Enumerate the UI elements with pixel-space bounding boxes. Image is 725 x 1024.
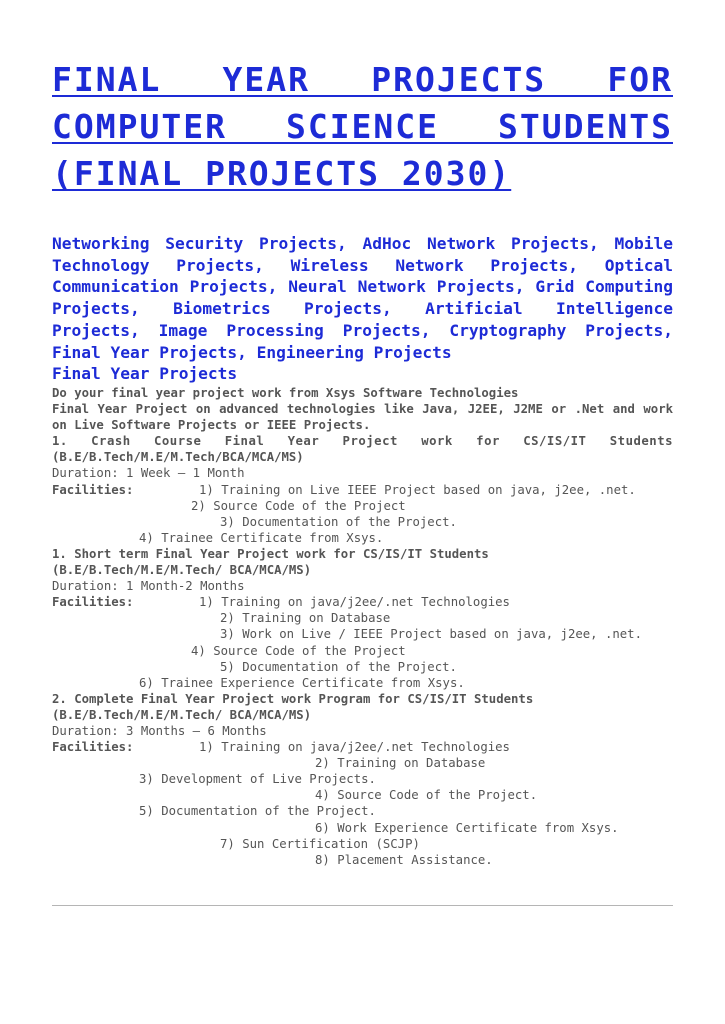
facility-item: 5) Documentation of the Project. <box>139 804 376 819</box>
facility-item: 1) Training on java/j2ee/.net Technologies <box>199 740 510 755</box>
facilities-label: Facilities: <box>52 482 134 497</box>
facility-item: 7) Sun Certification (SCJP) <box>220 836 420 851</box>
facility-item: 1) Training on java/j2ee/.net Technologies <box>199 595 510 610</box>
program-heading: 2. Complete Final Year Project work Program for CS/IS/IT Students <box>52 691 534 706</box>
article-body <box>52 385 673 868</box>
intro-line: Do your final year project work from Xsys Software Technologies <box>52 386 519 400</box>
facility-item: 2) Training on Database <box>220 611 391 626</box>
facility-row <box>52 482 673 498</box>
facility-row <box>52 594 673 610</box>
facilities-label: Facilities: <box>52 595 134 610</box>
facility-item: 6) Trainee Experience Certificate from Xsys. <box>139 675 465 690</box>
facility-item: 4) Source Code of the Project <box>191 643 406 658</box>
program-degrees: (B.E/B.Tech/M.E/M.Tech/BCA/MCA/MS) <box>52 450 304 465</box>
facility-item: 6) Work Experience Certificate from Xsys. <box>315 820 619 835</box>
facility-row <box>52 739 673 755</box>
facility-item: 1) Training on Live IEEE Project based on java, j2ee, .net. <box>199 482 636 497</box>
footer-divider <box>52 905 673 906</box>
facility-item: 2) Training on Database <box>315 756 486 771</box>
facility-item: 3) Development of Live Projects. <box>139 772 376 787</box>
page-title-link[interactable]: FINAL YEAR PROJECTS FOR COMPUTER SCIENCE STUDENTS (FINAL PROJECTS 2030) <box>52 60 673 193</box>
program-duration: Duration: 1 Week – 1 Month <box>52 466 245 481</box>
program-heading: 1. Crash Course Final Year Project work for CS/IS/IT Students <box>52 434 673 449</box>
program-degrees: (B.E/B.Tech/M.E/M.Tech/ BCA/MCA/MS) <box>52 563 312 578</box>
facility-item: 8) Placement Assistance. <box>315 852 493 867</box>
intro-line: Final Year Project on advanced technologies like Java, J2EE, J2ME or .Net and work on Live Software Projects or IEEE Projects. <box>52 402 673 433</box>
section-heading: Final Year Projects <box>52 364 238 383</box>
facility-item: 3) Work on Live / IEEE Project based on java, j2ee, .net. <box>220 627 642 642</box>
program-duration: Duration: 3 Months – 6 Months <box>52 723 267 738</box>
facility-item: 2) Source Code of the Project <box>191 498 406 513</box>
program-duration: Duration: 1 Month-2 Months <box>52 579 245 594</box>
facilities-label: Facilities: <box>52 740 134 755</box>
facility-item: 3) Documentation of the Project. <box>220 514 457 529</box>
topics-tag-line: Networking Security Projects, AdHoc Network Projects, Mobile Technology Projects, Wireless Network Projects, Optical Communication Projects, Neural Network Projects, Grid Computing Projects, Biometrics Projects, Artificial Intelligence Projects, Image Processing Projects, Cryptography Projects, Final Year Projects, Engineering Projects <box>52 234 673 362</box>
program-heading: 1. Short term Final Year Project work for CS/IS/IT Students <box>52 546 489 561</box>
facility-item: 4) Source Code of the Project. <box>315 788 538 803</box>
facility-item: 5) Documentation of the Project. <box>220 659 457 674</box>
program-degrees: (B.E/B.Tech/M.E/M.Tech/ BCA/MCA/MS) <box>52 707 312 722</box>
facility-item: 4) Trainee Certificate from Xsys. <box>139 530 384 545</box>
